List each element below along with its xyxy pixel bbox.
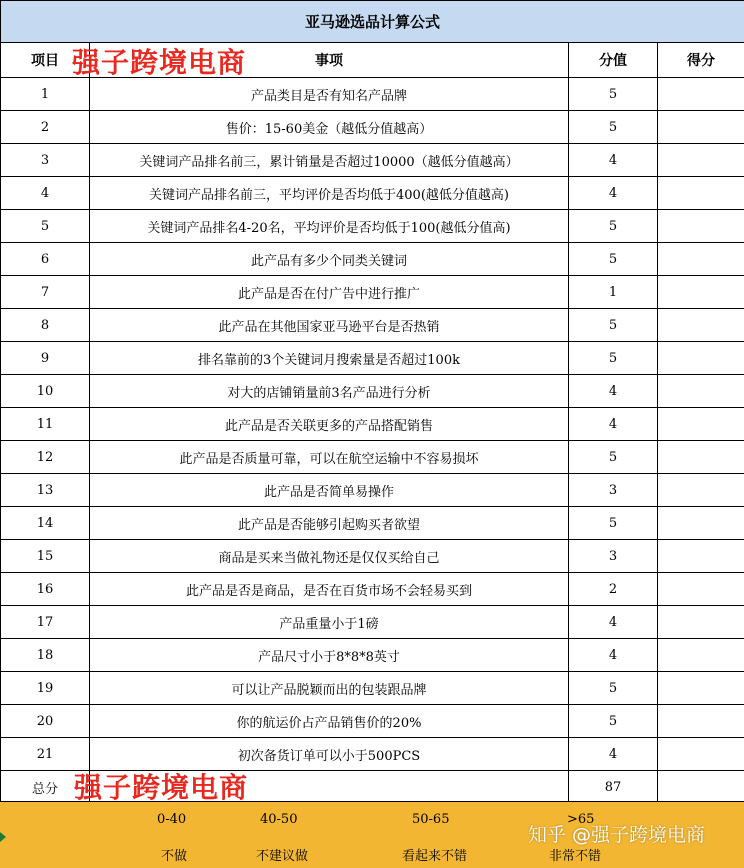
brand-watermark-bottom: 强子跨境电商 <box>74 771 249 804</box>
table-row <box>1 672 744 705</box>
row-score: 4 <box>569 375 658 408</box>
table-row <box>1 144 744 177</box>
table-row <box>1 177 744 210</box>
total-score: 87 <box>569 771 658 805</box>
row-item: 此产品是否是商品，是否在百货市场不会轻易买到 <box>90 573 569 606</box>
table-row <box>1 474 744 507</box>
row-score: 5 <box>569 210 658 243</box>
row-earned <box>658 342 744 375</box>
row-item: 排名靠前的3个关键词月搜索量是否超过100k <box>90 342 569 375</box>
row-index: 11 <box>1 408 90 441</box>
row-item: 此产品是否简单易操作 <box>90 474 569 507</box>
row-earned <box>658 705 744 738</box>
row-score: 4 <box>569 177 658 210</box>
row-score: 5 <box>569 507 658 540</box>
row-earned <box>658 144 744 177</box>
total-item-cell <box>90 771 569 805</box>
row-index: 13 <box>1 474 90 507</box>
row-index: 8 <box>1 309 90 342</box>
row-item: 产品类目是否有知名产品牌 <box>90 78 569 111</box>
row-score: 4 <box>569 606 658 639</box>
row-index: 4 <box>1 177 90 210</box>
total-label: 总分 <box>1 771 90 805</box>
row-earned <box>658 573 744 606</box>
table-row <box>1 375 744 408</box>
row-item: 初次备货订单可以小于500PCS <box>90 738 569 771</box>
header-index: 项目 <box>1 43 90 78</box>
table-row <box>1 111 744 144</box>
row-item: 商品是买来当做礼物还是仅仅买给自己 <box>90 540 569 573</box>
row-earned <box>658 375 744 408</box>
row-item: 关键词产品排名前三，累计销量是否超过10000（越低分值越高） <box>90 144 569 177</box>
legend-range-1: 0-40 <box>157 812 187 827</box>
row-index: 1 <box>1 78 90 111</box>
row-score: 4 <box>569 639 658 672</box>
table-row <box>1 210 744 243</box>
row-item: 关键词产品排名4-20名，平均评价是否均低于100(越低分值高) <box>90 210 569 243</box>
row-score: 4 <box>569 144 658 177</box>
row-index: 9 <box>1 342 90 375</box>
row-earned <box>658 672 744 705</box>
row-earned <box>658 441 744 474</box>
row-earned <box>658 111 744 144</box>
total-earned-cell <box>658 771 744 805</box>
table-row <box>1 507 744 540</box>
row-item: 售价：15-60美金（越低分值越高） <box>90 111 569 144</box>
row-index: 5 <box>1 210 90 243</box>
legend-range-2: 40-50 <box>260 812 298 827</box>
brand-watermark-top: 强子跨境电商 <box>72 46 247 79</box>
row-earned <box>658 474 744 507</box>
row-index: 19 <box>1 672 90 705</box>
table-row <box>1 342 744 375</box>
row-score: 5 <box>569 111 658 144</box>
legend-range-3: 50-65 <box>412 812 450 827</box>
table-body <box>1 78 744 771</box>
row-item: 此产品有多少个同类关键词 <box>90 243 569 276</box>
row-earned <box>658 78 744 111</box>
row-score: 4 <box>569 738 658 771</box>
row-score: 5 <box>569 705 658 738</box>
header-row <box>1 43 744 78</box>
row-earned <box>658 639 744 672</box>
row-score: 5 <box>569 441 658 474</box>
row-index: 10 <box>1 375 90 408</box>
row-item: 你的航运价占产品销售价的20% <box>90 705 569 738</box>
row-score: 1 <box>569 276 658 309</box>
title-row <box>1 1 744 43</box>
table-row <box>1 243 744 276</box>
row-earned <box>658 309 744 342</box>
table-row <box>1 705 744 738</box>
legend-verdict-4: 非常不错 <box>549 849 602 864</box>
header-item: 事项 <box>90 43 569 78</box>
row-score: 5 <box>569 78 658 111</box>
legend-verdict-2: 不建议做 <box>256 849 309 864</box>
table-row <box>1 309 744 342</box>
table-row <box>1 573 744 606</box>
table-row <box>1 639 744 672</box>
row-earned <box>658 243 744 276</box>
row-earned <box>658 738 744 771</box>
cell-marker-icon <box>0 832 6 842</box>
row-score: 5 <box>569 243 658 276</box>
row-index: 15 <box>1 540 90 573</box>
row-index: 7 <box>1 276 90 309</box>
row-item: 对大的店铺销量前3名产品进行分析 <box>90 375 569 408</box>
row-item: 关键词产品排名前三，平均评价是否均低于400(越低分值越高) <box>90 177 569 210</box>
table-row <box>1 738 744 771</box>
row-score: 3 <box>569 540 658 573</box>
row-item: 此产品是否能够引起购买者欲望 <box>90 507 569 540</box>
header-score: 分值 <box>569 43 658 78</box>
row-score: 2 <box>569 573 658 606</box>
legend-verdict-3: 看起来不错 <box>402 849 468 864</box>
table-row <box>1 408 744 441</box>
row-index: 18 <box>1 639 90 672</box>
total-row <box>1 771 744 805</box>
row-index: 3 <box>1 144 90 177</box>
row-index: 20 <box>1 705 90 738</box>
table-row <box>1 540 744 573</box>
row-index: 6 <box>1 243 90 276</box>
row-index: 12 <box>1 441 90 474</box>
row-score: 5 <box>569 309 658 342</box>
row-earned <box>658 507 744 540</box>
zhihu-watermark: 知乎 @强子跨境电商 <box>528 824 706 846</box>
row-index: 2 <box>1 111 90 144</box>
table-title: 亚马逊选品计算公式 <box>1 1 744 43</box>
row-item: 此产品在其他国家亚马逊平台是否热销 <box>90 309 569 342</box>
row-item: 此产品是否质量可靠，可以在航空运输中不容易损坏 <box>90 441 569 474</box>
table-row <box>1 276 744 309</box>
row-index: 14 <box>1 507 90 540</box>
row-score: 3 <box>569 474 658 507</box>
row-item: 产品尺寸小于8*8*8英寸 <box>90 639 569 672</box>
row-index: 21 <box>1 738 90 771</box>
row-score: 5 <box>569 342 658 375</box>
table-row <box>1 606 744 639</box>
table-row <box>1 441 744 474</box>
legend-verdict-1: 不做 <box>161 849 188 864</box>
row-earned <box>658 606 744 639</box>
row-score: 5 <box>569 672 658 705</box>
row-index: 16 <box>1 573 90 606</box>
legend-range-4: >65 <box>567 812 595 827</box>
row-item: 产品重量小于1磅 <box>90 606 569 639</box>
row-earned <box>658 177 744 210</box>
row-earned <box>658 210 744 243</box>
row-earned <box>658 540 744 573</box>
row-earned <box>658 408 744 441</box>
row-earned <box>658 276 744 309</box>
row-item: 此产品是否关联更多的产品搭配销售 <box>90 408 569 441</box>
row-item: 可以让产品脱颖而出的包装跟品牌 <box>90 672 569 705</box>
row-item: 此产品是否在付广告中进行推广 <box>90 276 569 309</box>
table-row <box>1 78 744 111</box>
row-index: 17 <box>1 606 90 639</box>
header-earned: 得分 <box>658 43 744 78</box>
row-score: 4 <box>569 408 658 441</box>
